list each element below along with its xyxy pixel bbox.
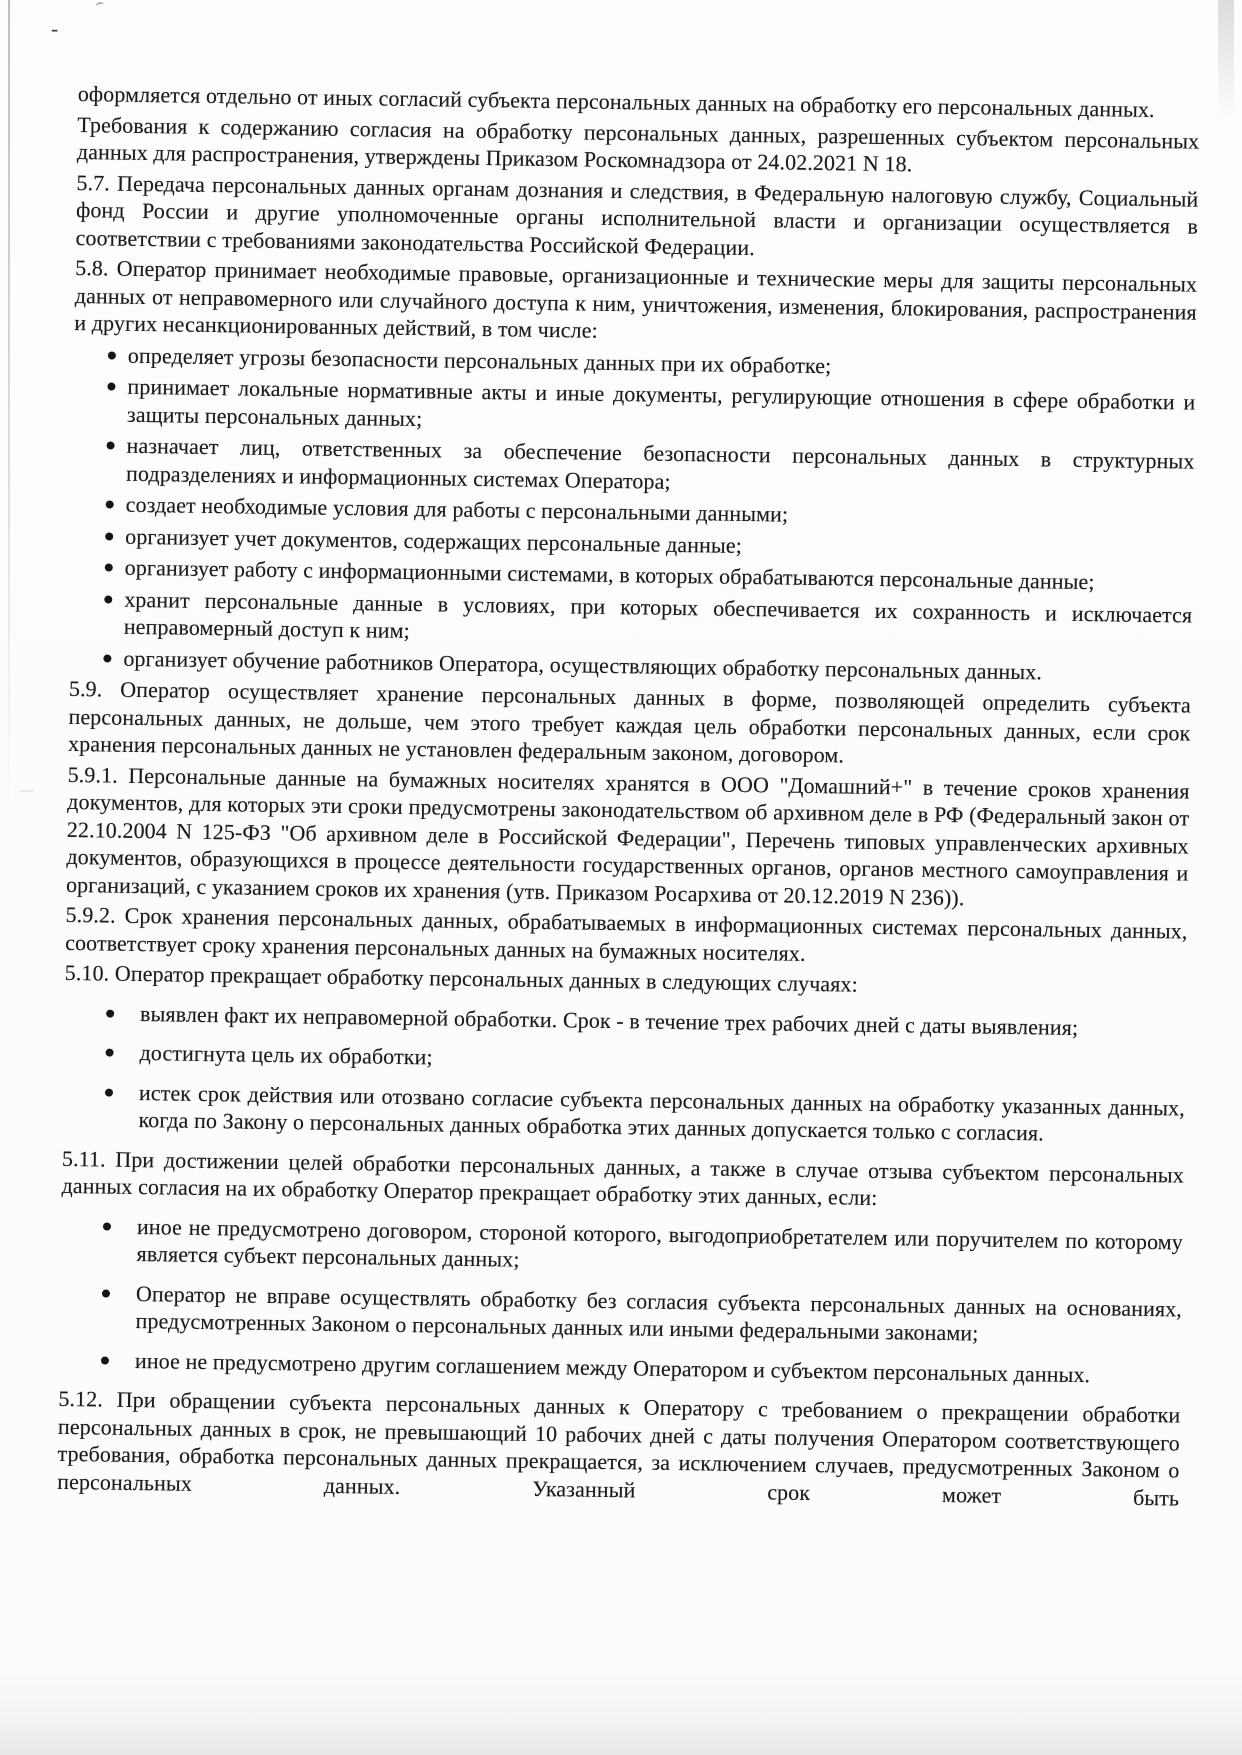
list-5-8-measures [69, 340, 1196, 687]
paragraph-5-9-2: 5.9.2. Срок хранения персональных данных, обрабатываемых в информационных системах персональных данных, соответствует сроку хранения персональных данных на бумажных носителях. [65, 901, 1188, 966]
paragraph-intro-continuation: оформляется отдельно от иных согласий субъекта персональных данных на обработку его персональных данных. [77, 80, 1155, 122]
list-item: организует обучение работников Оператора, осуществляющих обработку персональных данных. [69, 643, 1191, 687]
paragraph-5-9: 5.9. Оператор осуществляет хранение персональных данных в форме, позволяющей определить субъекта персональных данных, не дольше, чем этого требует каждая цель обработки персональных данных, если срок хранения персональных данных не установлен федеральным законом, договором. [67, 675, 1192, 768]
list-item: организует работу с информационными системами, в которых обрабатываются персональные данные; [71, 553, 1193, 597]
list-item: иное не предусмотрено договором, стороной которого, выгодоприобретателем или поручителем по которому является субъект персональных данных; [60, 1211, 1183, 1283]
list-item: иное не предусмотрено другим соглашением между Оператором и субъектом персональных данных. [59, 1345, 1181, 1389]
list-5-10-cases [62, 998, 1186, 1149]
scan-smudge-mark [95, 1, 104, 10]
scan-smudge-faint [20, 789, 34, 792]
list-item: достигнута цель их обработки; [63, 1038, 1185, 1082]
scan-edge-line [8, 0, 10, 820]
list-item: истек срок действия или отозвано согласие субъекта персональных данных на обработку указанных данных, когда по Закону о персональных данных обработка этих данных допускается только с согласия. [62, 1077, 1185, 1149]
paragraph-consent-requirements: Требования к содержанию согласия на обработку персональных данных, разрешенных субъектом персональных данных для распространения, утверждены Приказом Роскомнадзора от 24.02.2021 N 18. [76, 111, 1200, 177]
list-item: Оператор не вправе осуществлять обработку без согласия субъекта персональных данных на основаниях, предусмотренных Законом о персональных данных или иными федеральными законами; [59, 1278, 1182, 1350]
list-5-11-exceptions [59, 1211, 1183, 1389]
paragraph-5-9-1: 5.9.1. Персональные данные на бумажных носителях хранятся в ООО "Домашний+" в течение сроков хранения документов, для которых эти сроки предусмотрены законодательством об архивном деле в РФ (Федеральный закон от 22.10.2004 N 125-ФЗ "Об архивном деле в Российской Федерации", Перечень типовых управленческих архивных документов, образующихся в процессе деятельности государственных органов, органов местного самоуправления и организаций, с указанием сроков их хранения (утв. Приказом Росархива от 20.12.2019 N 236)). [65, 761, 1190, 910]
paragraph-5-8: 5.8. Оператор принимает необходимые правовые, организационные и технические меры для защиты персональных данных от неправомерного или случайного доступа к ним, уничтожения, изменения, блокирования, распространения и других несанкционированных действий, в том числе: [74, 254, 1198, 343]
document-body [57, 80, 1200, 1514]
paragraph-5-10: 5.10. Оператор прекращает обработку персональных данных в следующих случаях: [64, 959, 858, 997]
paragraph-5-11: 5.11. При достижении целей обработки персональных данных, а также в случае отзыва субъектом персональных данных согласия на их обработку Оператор прекращает обработку этих данных, если: [61, 1145, 1185, 1210]
list-item: принимает локальные нормативные акты и иные документы, регулирующие отношения в сфере обработки и защиты персональных данных; [73, 372, 1196, 444]
paragraph-5-7: 5.7. Передача персональных данных органам дознания и следствия, в Федеральную налоговую службу, Социальный фонд России и другие уполномоченные органы исполнительной власти и организации осуществляется в соответствии с требованиями законодательства Российской Федерации. [75, 169, 1199, 260]
list-item: выявлен факт их неправомерной обработки. Срок - в течение трех рабочих дней с даты выявления; [64, 998, 1186, 1042]
scan-edge-shadow [1218, 0, 1234, 120]
paragraph-5-12: 5.12. При обращении субъекта персональных данных к Оператору с требованием о прекращении обработки персональных данных в срок, не превышающий 10 рабочих дней с даты получения Оператором соответствующего требования, обработка персональных данных прекращается, за исключением случаев, предусмотренных Законом о персональных данных. Указанный срок может быть [57, 1385, 1181, 1510]
list-item: создает необходимые условия для работы с персональными данными; [72, 490, 1194, 534]
scan-dash-mark: - [51, 16, 59, 41]
list-item: организует учет документов, содержащих персональные данные; [71, 521, 1193, 565]
list-item: назначает лиц, ответственных за обеспечение безопасности персональных данных в структурных подразделениях и информационных системах Оператора; [72, 431, 1195, 503]
list-item: хранит персональные данные в условиях, при которых обеспечивается их сохранность и исключается неправомерный доступ к ним; [70, 584, 1193, 656]
list-item: определяет угрозы безопасности персональных данных при их обработке; [74, 340, 1196, 384]
